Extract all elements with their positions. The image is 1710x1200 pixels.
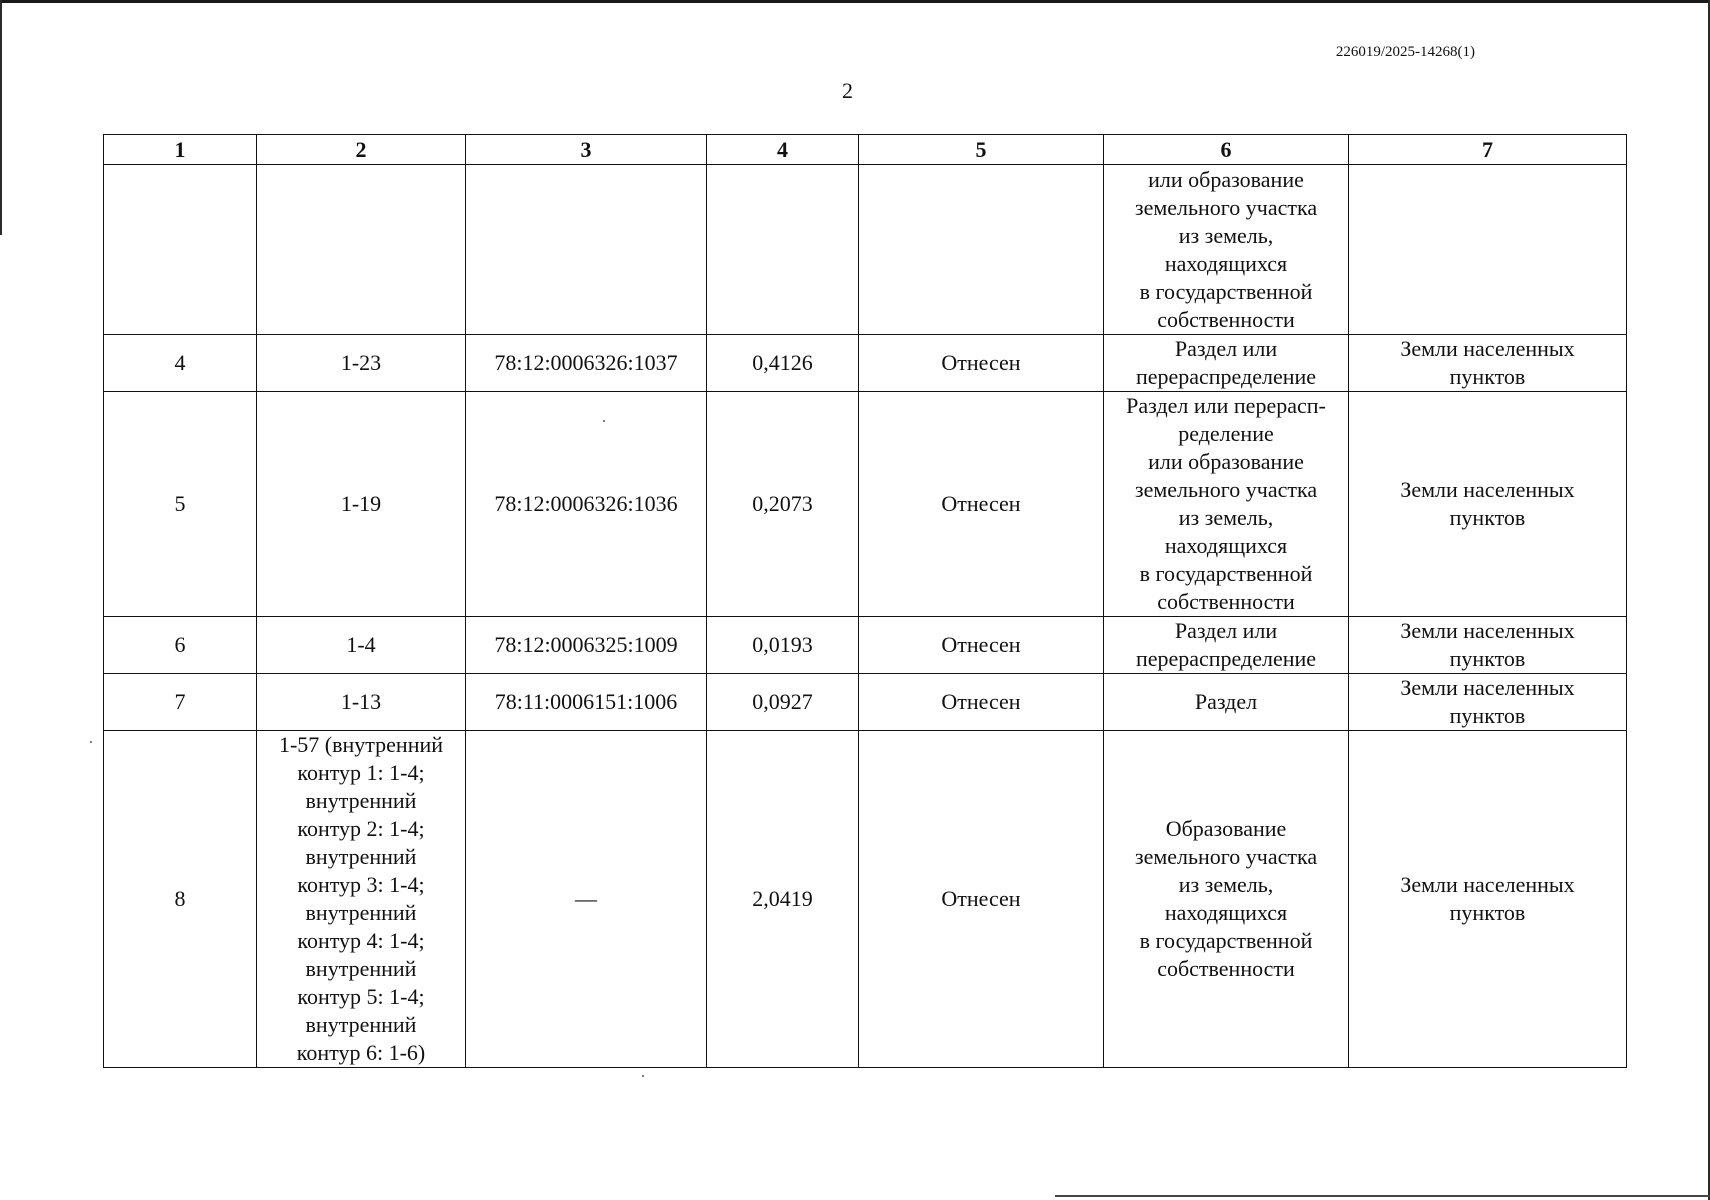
scan-edge-top xyxy=(0,0,1710,3)
area-cell: 0,0927 xyxy=(707,674,859,731)
cadastral-number-cell: 78:12:0006326:1037 xyxy=(466,335,707,392)
column-header: 4 xyxy=(707,135,859,165)
table-row xyxy=(104,731,1627,1068)
category-cell-text: Земли населенных пунктов xyxy=(1400,675,1575,728)
category-cell xyxy=(1349,674,1627,731)
status-cell: Отнесен xyxy=(859,335,1104,392)
document-registration-number: 226019/2025-14268(1) xyxy=(1335,44,1475,60)
scan-edge-left xyxy=(0,0,2,235)
category-cell-text: Земли населенных пунктов xyxy=(1400,618,1575,671)
cadastral-number-cell: — xyxy=(466,731,707,1068)
table-cell xyxy=(1104,165,1349,335)
column-header: 1 xyxy=(104,135,257,165)
contour-cell: 1-4 xyxy=(257,617,466,674)
table-row xyxy=(104,674,1627,731)
method-cell-text: Раздел xyxy=(1194,689,1258,714)
area-cell: 0,4126 xyxy=(707,335,859,392)
scan-speck xyxy=(90,741,92,743)
category-cell xyxy=(1349,335,1627,392)
row-number-cell: 8 xyxy=(104,731,257,1068)
method-cell-text: Образование земельного участка из земель, находящихся в государственной собственности xyxy=(1134,816,1318,981)
column-header: 7 xyxy=(1349,135,1627,165)
scan-speck xyxy=(642,1075,644,1077)
category-cell-text: Земли населенных пунктов xyxy=(1400,336,1575,389)
table-cell xyxy=(707,165,859,335)
table-cell xyxy=(104,165,257,335)
table-row-continuation xyxy=(104,165,1627,335)
method-cell xyxy=(1104,617,1349,674)
status-cell: Отнесен xyxy=(859,617,1104,674)
area-cell: 2,0419 xyxy=(707,731,859,1068)
row-number-cell: 6 xyxy=(104,617,257,674)
method-cell-text: или образование земельного участка из земель, находящихся в государственной собственности xyxy=(1134,166,1318,332)
table-cell xyxy=(1349,165,1627,335)
table-cell xyxy=(859,165,1104,335)
table-row xyxy=(104,392,1627,617)
table-cell xyxy=(257,165,466,335)
status-cell: Отнесен xyxy=(859,731,1104,1068)
method-cell xyxy=(1104,335,1349,392)
contour-cell: 1-13 xyxy=(257,674,466,731)
method-cell-text: Раздел или перераспределение xyxy=(1135,618,1317,671)
row-number-cell: 5 xyxy=(104,392,257,617)
contour-cell-text: 1-57 (внутренний контур 1: 1-4; внутренний контур 2: 1-4; внутренний контур 3: 1-4; внутренний контур 4: 1-4; внутренний контур 5: 1-4; внутренний контур 6: 1-6) xyxy=(278,732,444,1065)
table-row xyxy=(104,335,1627,392)
scan-edge-bottom xyxy=(1055,1195,1710,1197)
cadastral-number-cell: 78:12:0006325:1009 xyxy=(466,617,707,674)
row-number-cell: 4 xyxy=(104,335,257,392)
column-header: 3 xyxy=(466,135,707,165)
cadastral-number-cell: 78:11:0006151:1006 xyxy=(466,674,707,731)
method-cell-text: Раздел или перераспределение xyxy=(1135,336,1317,389)
category-cell xyxy=(1349,617,1627,674)
land-plots-table xyxy=(103,134,1627,1068)
area-cell: 0,2073 xyxy=(707,392,859,617)
category-cell xyxy=(1349,731,1627,1068)
column-header: 5 xyxy=(859,135,1104,165)
category-cell xyxy=(1349,392,1627,617)
status-cell: Отнесен xyxy=(859,674,1104,731)
contour-cell: 1-23 xyxy=(257,335,466,392)
cadastral-number-cell: 78:12:0006326:1036 xyxy=(466,392,707,617)
table-row xyxy=(104,617,1627,674)
column-header: 6 xyxy=(1104,135,1349,165)
method-cell-text: Раздел или перерасп- ределение или образование земельного участка из земель, находящихся в государственной собственности xyxy=(1126,393,1326,614)
column-header: 2 xyxy=(257,135,466,165)
category-cell-text: Земли населенных пунктов xyxy=(1400,477,1575,530)
table-cell xyxy=(466,165,707,335)
row-number-cell: 7 xyxy=(104,674,257,731)
area-cell: 0,0193 xyxy=(707,617,859,674)
table-header-row xyxy=(104,135,1627,165)
contour-cell: 1-19 xyxy=(257,392,466,617)
contour-cell xyxy=(257,731,466,1068)
page-number: 2 xyxy=(842,78,853,103)
status-cell: Отнесен xyxy=(859,392,1104,617)
method-cell xyxy=(1104,731,1349,1068)
method-cell xyxy=(1104,392,1349,617)
category-cell-text: Земли населенных пунктов xyxy=(1400,872,1575,925)
method-cell xyxy=(1104,674,1349,731)
